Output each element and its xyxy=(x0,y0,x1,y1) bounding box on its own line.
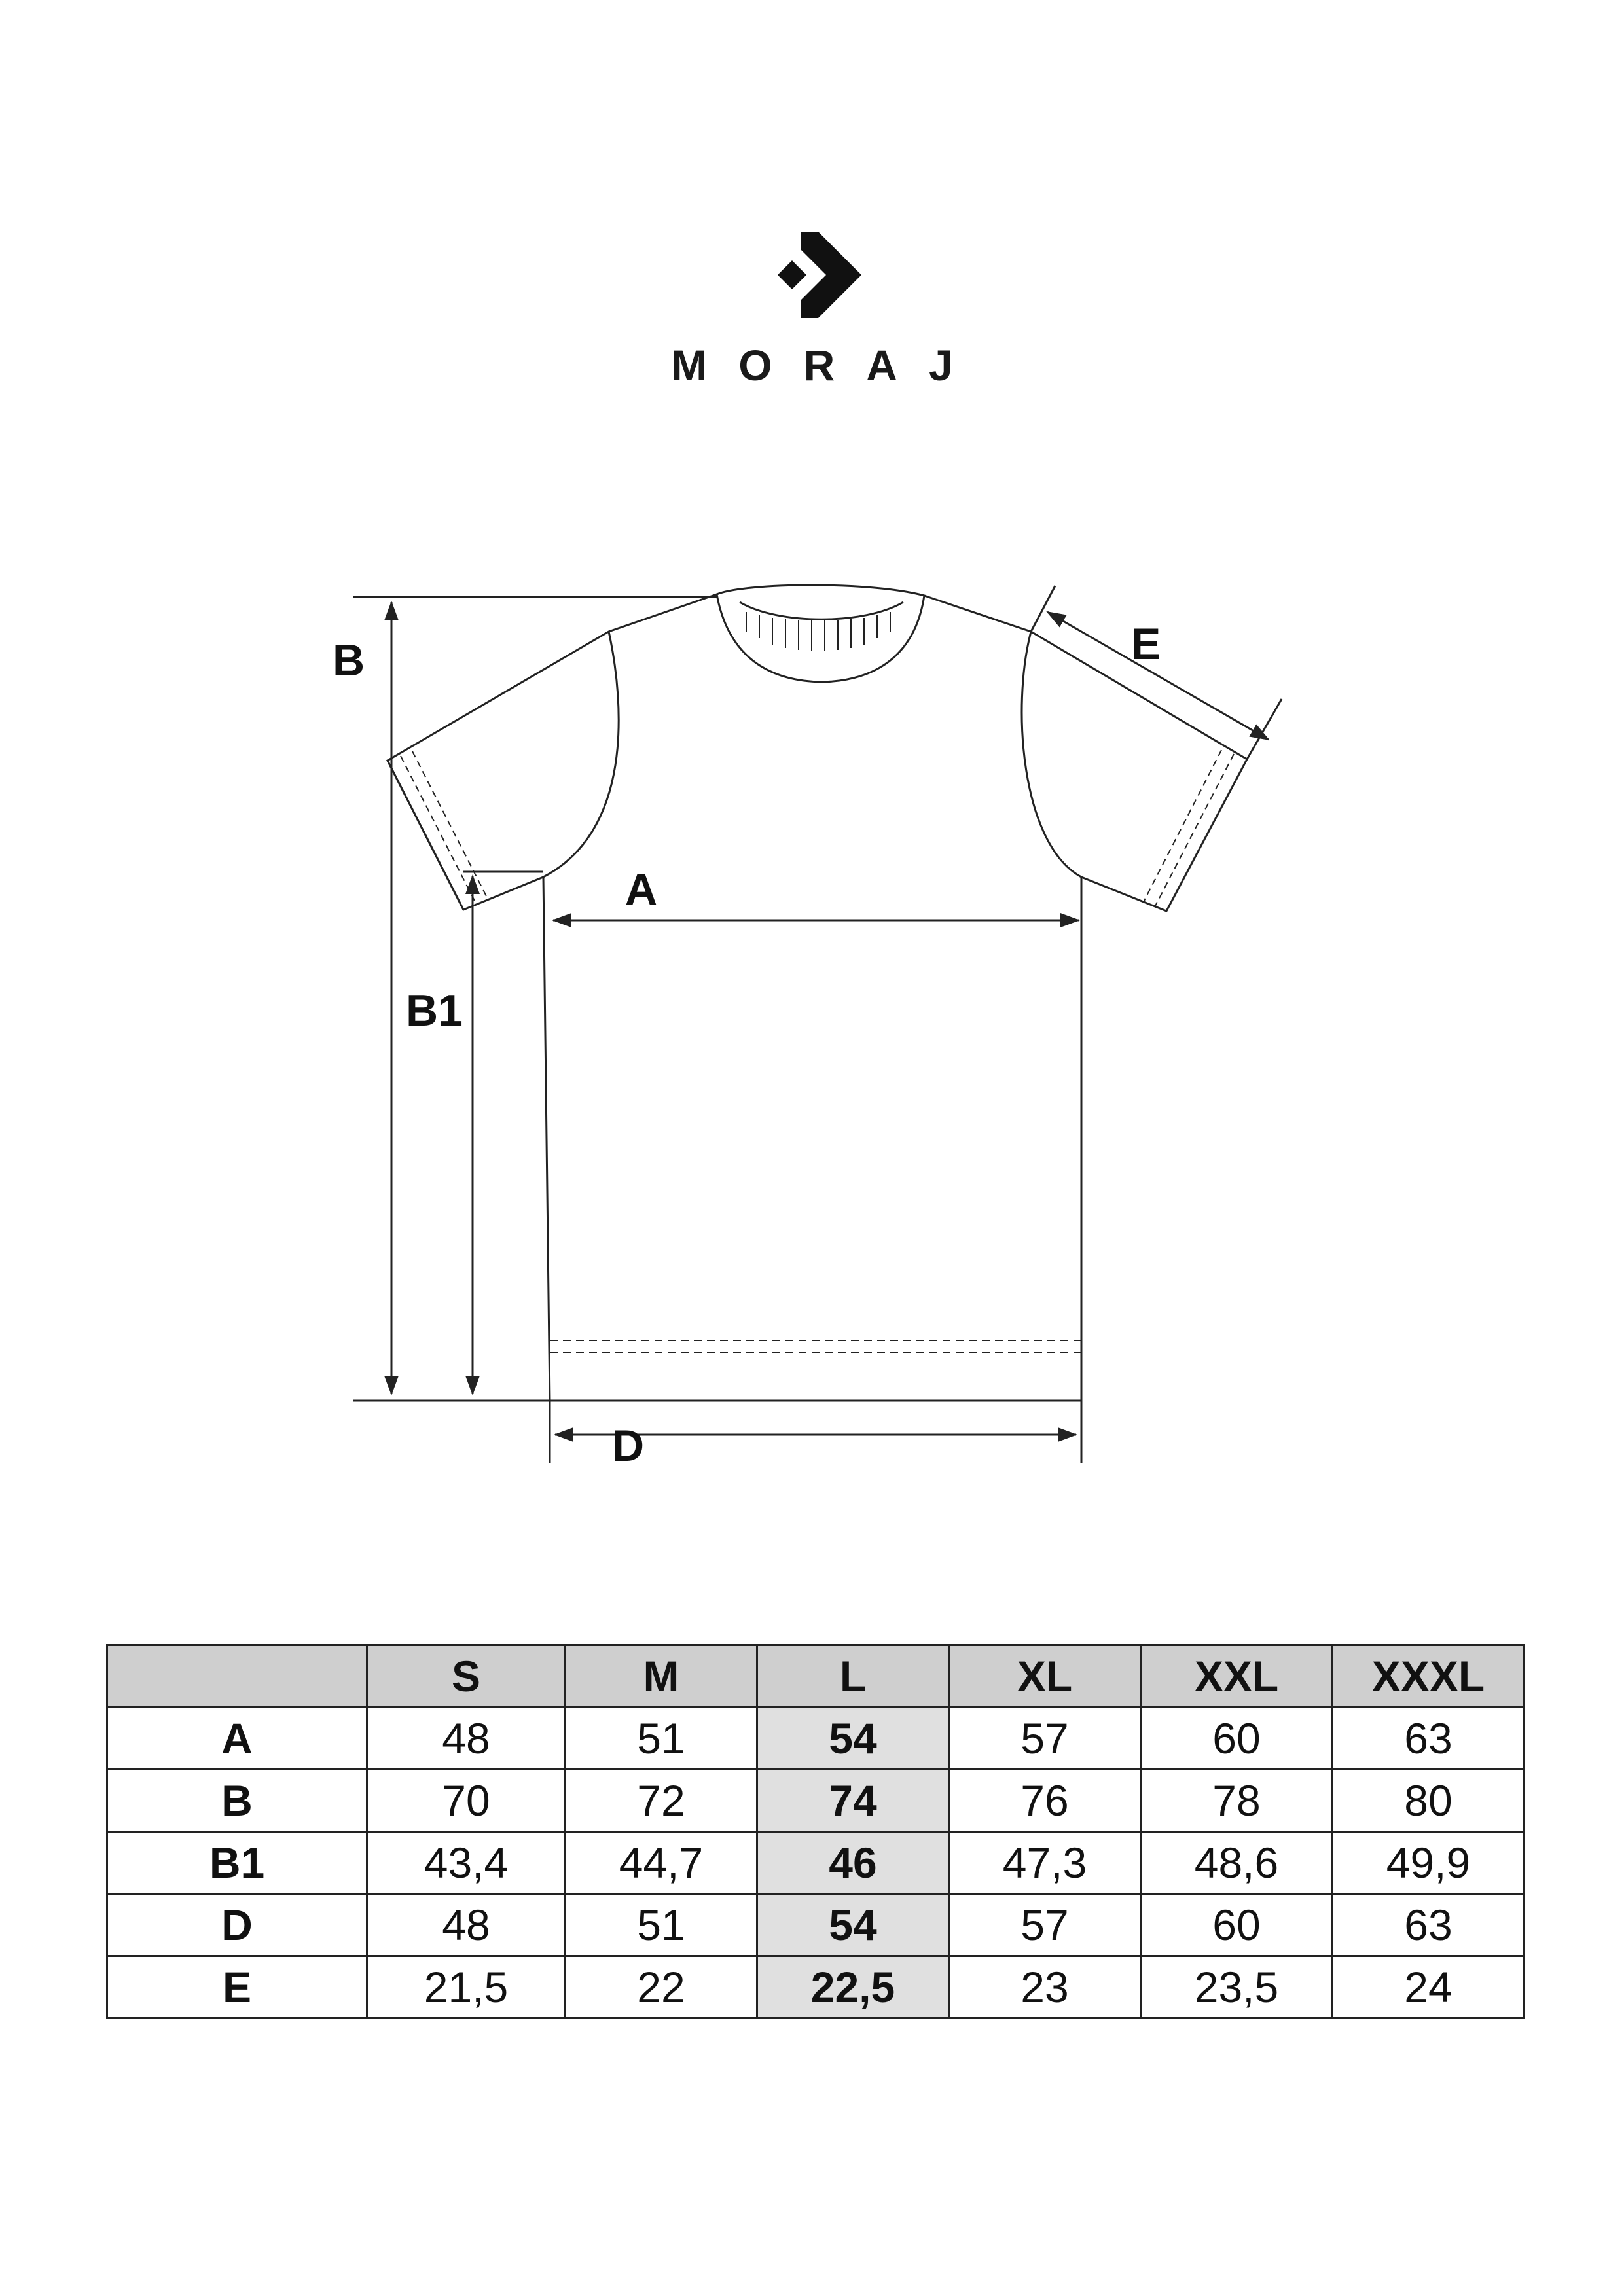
row-label: A xyxy=(107,1708,367,1770)
table-cell: 51 xyxy=(566,1894,757,1956)
collar-rib xyxy=(746,612,890,651)
table-cell: 47,3 xyxy=(949,1832,1141,1894)
table-cell: 22 xyxy=(566,1956,757,2018)
table-cell: 48,6 xyxy=(1141,1832,1333,1894)
table-cell: 23,5 xyxy=(1141,1956,1333,2018)
table-row xyxy=(107,1708,1525,1770)
right-armhole xyxy=(1022,632,1081,877)
dimension-lines xyxy=(353,586,1282,1463)
row-label: B1 xyxy=(107,1832,367,1894)
tshirt-outline xyxy=(388,585,1247,1401)
table-header-cell: S xyxy=(367,1645,566,1708)
table-cell: 57 xyxy=(949,1708,1141,1770)
size-chart-table xyxy=(106,1644,1525,2019)
table-header-cell: XXXL xyxy=(1333,1645,1525,1708)
label-e: E xyxy=(1131,619,1161,669)
table-cell: 63 xyxy=(1333,1708,1525,1770)
label-a: A xyxy=(625,865,658,914)
row-label: B xyxy=(107,1770,367,1832)
table-cell: 24 xyxy=(1333,1956,1525,2018)
body-outline xyxy=(388,594,1247,1401)
right-sleeve-stitch-1 xyxy=(1155,754,1234,906)
row-label: E xyxy=(107,1956,367,2018)
table-cell: 63 xyxy=(1333,1894,1525,1956)
collar-outer xyxy=(717,585,924,682)
table-header-cell xyxy=(107,1645,367,1708)
table-cell: 70 xyxy=(367,1770,566,1832)
table-header-cell: L xyxy=(757,1645,949,1708)
table-cell: 72 xyxy=(566,1770,757,1832)
table-cell: 23 xyxy=(949,1956,1141,2018)
table-cell: 60 xyxy=(1141,1708,1333,1770)
e-extension-top xyxy=(1031,586,1055,632)
table-cell: 51 xyxy=(566,1708,757,1770)
table-header-cell: XXL xyxy=(1141,1645,1333,1708)
table-row xyxy=(107,1770,1525,1832)
right-sleeve-stitch-2 xyxy=(1144,750,1221,901)
table-row xyxy=(107,1956,1525,2018)
table-cell-highlight: 54 xyxy=(757,1894,949,1956)
table-cell: 48 xyxy=(367,1708,566,1770)
table-header-cell: M xyxy=(566,1645,757,1708)
collar-inner xyxy=(740,602,903,619)
table-cell-highlight: 74 xyxy=(757,1770,949,1832)
label-b1: B1 xyxy=(406,986,463,1035)
table-row xyxy=(107,1832,1525,1894)
table-row xyxy=(107,1894,1525,1956)
label-b: B xyxy=(333,636,365,685)
table-header-row xyxy=(107,1645,1525,1708)
table-cell: 78 xyxy=(1141,1770,1333,1832)
table-cell: 80 xyxy=(1333,1770,1525,1832)
left-sleeve-stitch-2 xyxy=(412,751,488,900)
table-cell: 57 xyxy=(949,1894,1141,1956)
label-d: D xyxy=(612,1421,645,1471)
table-header-cell: XL xyxy=(949,1645,1141,1708)
left-sleeve-stitch-1 xyxy=(401,756,477,905)
left-sleeve-hem xyxy=(388,761,463,910)
table-cell: 48 xyxy=(367,1894,566,1956)
row-label: D xyxy=(107,1894,367,1956)
table-cell-highlight: 54 xyxy=(757,1708,949,1770)
left-armhole xyxy=(543,632,619,877)
table-cell: 21,5 xyxy=(367,1956,566,2018)
brand-name: MORAJ xyxy=(671,341,984,389)
table-cell: 76 xyxy=(949,1770,1141,1832)
table-cell: 49,9 xyxy=(1333,1832,1525,1894)
table-cell: 44,7 xyxy=(566,1832,757,1894)
table-cell-highlight: 22,5 xyxy=(757,1956,949,2018)
table-cell: 60 xyxy=(1141,1894,1333,1956)
table-cell-highlight: 46 xyxy=(757,1832,949,1894)
table-cell: 43,4 xyxy=(367,1832,566,1894)
